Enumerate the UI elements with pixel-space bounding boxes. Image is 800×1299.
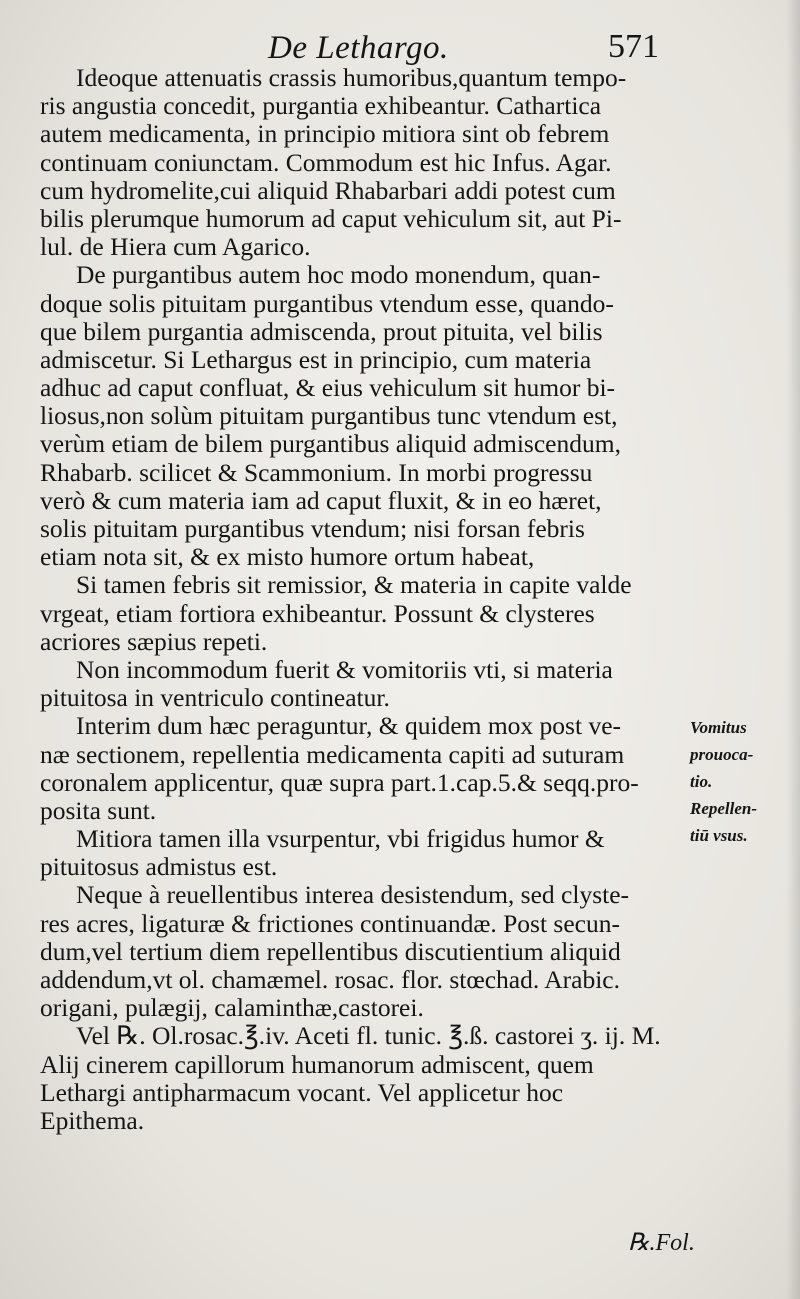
text-line: admiscetur. Si Lethargus est in principio, cum materia [40,344,592,374]
text-line: Lethargi antipharmacum vocant. Vel applicetur hoc [40,1077,564,1107]
running-title: De Lethargo. [268,30,449,66]
text-line: ris angustia concedit, purgantia exhibeantur. Cathartica [40,91,602,121]
page-header [0,24,800,68]
text-line: Neque à reuellentibus interea desistendum, sed clyste- [76,880,630,910]
text-line: pituitosa in ventriculo contineatur. [40,683,390,713]
text-line: etiam nota sit, & ex misto humore ortum habeat, [40,542,535,572]
text-line: doque solis pituitam purgantibus vtendum esse, quando- [40,288,614,318]
margin-note: Repellen- [690,799,758,818]
text-line: Non incommodum fuerit & vomitoriis vti, si materia [76,654,613,684]
body-text [40,64,688,1135]
text-line: pituitosus admistus est. [40,852,278,882]
margin-note: tio. [690,772,713,791]
margin-note: Vomitus [690,718,747,737]
text-line: coronalem applicentur, quæ supra part.1.cap.5.& seqq.pro- [40,767,639,797]
text-line: posita sunt. [40,795,157,825]
text-line: addendum,vt ol. chamæmel. rosac. flor. stœchad. Arabic. [40,965,620,994]
text-line: vrgeat, etiam fortiora exhibeantur. Possunt & clysteres [40,598,595,628]
text-line: Alij cinerem capillorum humanorum admiscent, quem [40,1049,594,1079]
text-line: autem medicamenta, in principio mitiora sint ob febrem [40,119,610,149]
text-line: bilis plerumque humorum ad caput vehiculum sit, aut Pi- [40,203,622,233]
page-number: 571 [608,28,659,65]
text-line: adhuc ad caput confluat, & eius vehiculum sit humor bi- [40,373,616,403]
text-line: solis pituitam purgantibus vtendum; nisi forsan febris [40,514,585,543]
text-line: Ideoque attenuatis crassis humoribus,quantum tempo- [76,63,627,92]
text-line: liosus,non solùm pituitam purgantibus tunc vtendum est, [40,401,618,431]
text-line: dum,vel tertium diem repellentibus discutientium aliquid [40,936,621,966]
margin-note: prouoca- [690,745,754,764]
page-edge-shadow [786,0,800,1299]
text-line: Rhabarb. scilicet & Scammonium. In morbi progressu [40,457,593,487]
text-line: cum hydromelite,cui aliquid Rhabarbari addi potest cum [40,175,616,205]
text-line: que bilem purgantia admiscenda, prout pituita, vel bilis [40,316,603,346]
text-line: Vel ℞. Ol.rosac.℥.iv. Aceti fl. tunic. ℥.ß. castorei ʒ. ij. M. [76,1021,661,1051]
text-line: continuam coniunctam. Commodum est hic Infus. Agar. [40,147,612,177]
text-line: lul. de Hiera cum Agarico. [40,232,311,262]
text-line: De purgantibus autem hoc modo monendum, quan- [76,260,601,290]
text-line: Si tamen febris sit remissior, & materia in capite valde [76,570,632,600]
catchword: ℞.Fol. [628,1230,695,1256]
text-line: næ sectionem, repellentia medicamenta capiti ad suturam [40,739,625,769]
text-line: verò & cum materia iam ad caput fluxit, & in eo hæret, [40,485,602,515]
margin-notes [690,714,795,849]
text-line: res acres, ligaturæ & frictiones continuandæ. Post secun- [40,908,620,938]
text-line: Interim dum hæc peraguntur, & quidem mox post ve- [76,711,622,741]
text-line: Mitiora tamen illa vsurpentur, vbi frigidus humor & [76,824,605,854]
text-line: acriores sæpius repeti. [40,626,268,656]
margin-note: tiū vsus. [690,826,748,845]
text-line: Epithema. [40,1105,145,1135]
text-line: verùm etiam de bilem purgantibus aliquid admiscendum, [40,429,621,459]
text-line: origani, pulægij, calaminthæ,castorei. [40,993,424,1023]
